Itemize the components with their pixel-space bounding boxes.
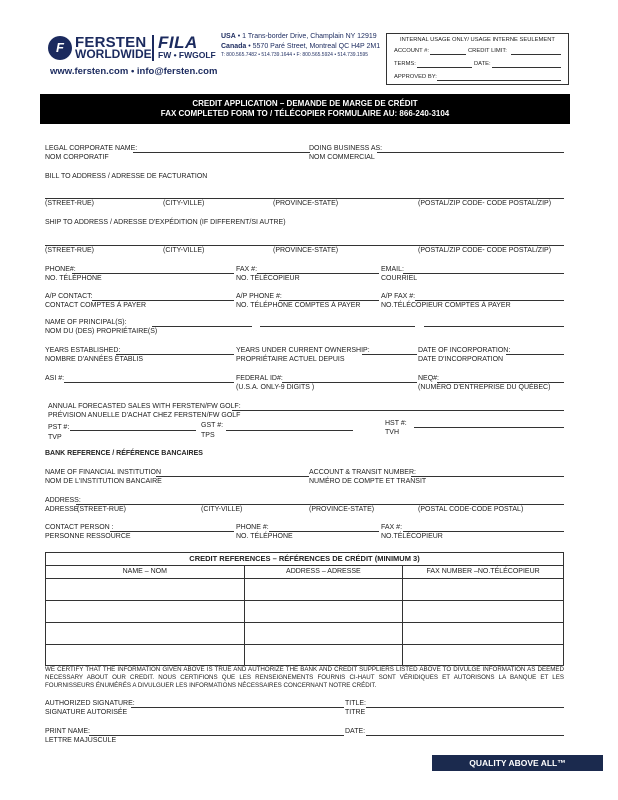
usa-address: • 1 Trans-border Drive, Champlain NY 12919 bbox=[237, 33, 377, 40]
signature-date-label: DATE: bbox=[345, 728, 366, 735]
ship-postal-label: (POSTAL/ZIP CODE- CODE POSTAL/ZIP) bbox=[418, 247, 552, 254]
gst-label: GST #: bbox=[201, 422, 224, 429]
title-label: TITLE: bbox=[345, 700, 367, 707]
signature-date-field[interactable] bbox=[366, 735, 564, 736]
col-fax-header: FAX NUMBER –NO.TÉLÉCOPIEUR bbox=[403, 566, 564, 579]
bank-fax-label: FAX #: bbox=[381, 524, 403, 531]
legal-name-field[interactable] bbox=[133, 152, 310, 153]
bank-contact-label-fr: PERSONNE RESSOURCE bbox=[45, 533, 131, 540]
ref-3-address-cell[interactable] bbox=[244, 623, 403, 645]
bank-institution-field[interactable] bbox=[156, 476, 309, 477]
ship-province-label: (PROVINCE-STATE) bbox=[273, 247, 339, 254]
ap-fax-label: A/P FAX #: bbox=[381, 293, 416, 300]
asi-label: ASI #: bbox=[45, 375, 65, 382]
ship-to-address-field[interactable] bbox=[45, 245, 564, 246]
bank-city-label: (CITY-VILLE) bbox=[201, 506, 243, 513]
years-established-label: YEARS ESTABLISHED: bbox=[45, 347, 121, 354]
email-label-fr: COURRIEL bbox=[381, 275, 418, 282]
years-established-field[interactable] bbox=[116, 354, 234, 355]
ref-4-name-cell[interactable] bbox=[46, 645, 245, 666]
phone-label: PHONE#: bbox=[45, 266, 76, 273]
ref-4-fax-cell[interactable] bbox=[403, 645, 564, 666]
bank-contact-field[interactable] bbox=[110, 531, 234, 532]
bill-province-label: (PROVINCE-STATE) bbox=[273, 200, 339, 207]
ap-phone-label: A/P PHONE #: bbox=[236, 293, 282, 300]
ship-street-label: (STREET-RUE) bbox=[45, 247, 94, 254]
brand-worldwide: WORLDWIDE bbox=[75, 47, 152, 61]
bank-fax-field[interactable] bbox=[403, 531, 564, 532]
ref-3-fax-cell[interactable] bbox=[403, 623, 564, 645]
ref-1-address-cell[interactable] bbox=[244, 579, 403, 601]
table-row bbox=[46, 579, 564, 601]
phone-field[interactable] bbox=[72, 273, 234, 274]
forecast-label-fr: PRÉVISION ANUELLE D'ACHAT CHEZ FERSTEN/FW GOLF bbox=[48, 412, 241, 419]
ref-2-fax-cell[interactable] bbox=[403, 601, 564, 623]
years-established-label-fr: NOMBRE D'ANNÉES ÉTABLIS bbox=[45, 356, 144, 363]
dba-label: DOING BUSINESS AS: bbox=[309, 145, 383, 152]
account-field[interactable] bbox=[430, 54, 466, 55]
tvp-label: TVP bbox=[48, 434, 62, 441]
bank-address-label: ADDRESS: bbox=[45, 497, 81, 504]
gst-field[interactable] bbox=[226, 430, 353, 431]
pst-field[interactable] bbox=[70, 430, 196, 431]
ap-contact-field[interactable] bbox=[92, 300, 234, 301]
principal-field-2[interactable] bbox=[260, 326, 415, 327]
canada-label: Canada bbox=[221, 43, 247, 51]
brand-fw: FW • FWGOLF bbox=[158, 50, 216, 60]
bill-city-label: (CITY-VILLE) bbox=[163, 200, 205, 207]
ap-fax-field[interactable] bbox=[415, 300, 564, 301]
signature-field[interactable] bbox=[131, 707, 344, 708]
print-name-label: PRINT NAME: bbox=[45, 728, 90, 735]
ap-fax-label-fr: NO.TÉLÉCOPIEUR COMPTES À PAYER bbox=[381, 302, 511, 309]
phone-label-fr: NO. TÉLÉPHONE bbox=[45, 275, 102, 282]
neq-label: NEQ#: bbox=[418, 375, 440, 382]
principals-label-fr: NOM DU (DES) PROPRIÉTAIRE(S) bbox=[45, 328, 158, 335]
email-field[interactable] bbox=[403, 273, 564, 274]
dba-label-fr: NOM COMMERCIAL bbox=[309, 154, 375, 161]
title-label-fr: TITRE bbox=[345, 709, 366, 716]
federal-id-note: (U.S.A. ONLY-9 DIGITS ) bbox=[236, 384, 315, 391]
title-bar bbox=[40, 94, 570, 124]
years-ownership-label: YEARS UNDER CURRENT OWNERSHIP: bbox=[236, 347, 370, 354]
bank-address-field[interactable] bbox=[76, 504, 564, 505]
internal-usage-box bbox=[386, 33, 569, 85]
fax-label: FAX #: bbox=[236, 266, 258, 273]
title-line-1: CREDIT APPLICATION – DEMANDE DE MARGE DE CRÉDIT bbox=[192, 99, 418, 108]
address-block bbox=[221, 33, 381, 59]
ref-1-name-cell[interactable] bbox=[46, 579, 245, 601]
fersten-emblem-icon: F bbox=[48, 36, 72, 60]
ship-city-label: (CITY-VILLE) bbox=[163, 247, 205, 254]
ref-2-name-cell[interactable] bbox=[46, 601, 245, 623]
ship-to-heading: SHIP TO ADDRESS / ADRESSE D'EXPÉDITION (IF DIFFERENT/SI AUTRE) bbox=[45, 219, 286, 226]
bank-institution-label: NAME OF FINANCIAL INSTITUTION bbox=[45, 469, 162, 476]
incorporation-date-field[interactable] bbox=[506, 354, 564, 355]
tvh-label: TVH bbox=[385, 429, 399, 436]
terms-field[interactable] bbox=[417, 67, 472, 68]
brand-fersten: FERSTEN bbox=[75, 34, 147, 51]
bill-to-heading: BILL TO ADDRESS / ADRESSE DE FACTURATION bbox=[45, 173, 208, 180]
footer-tagline-text: QUALITY ABOVE ALL™ bbox=[469, 758, 566, 768]
credit-limit-field[interactable] bbox=[511, 54, 561, 55]
web-contact[interactable]: www.fersten.com • info@fersten.com bbox=[50, 66, 218, 77]
bank-phone-field[interactable] bbox=[269, 531, 379, 532]
neq-field[interactable] bbox=[437, 382, 564, 383]
bank-contact-label: CONTACT PERSON : bbox=[45, 524, 114, 531]
incorporation-date-label-fr: DATE D'INCORPORATION bbox=[418, 356, 504, 363]
brand-fila: FILA bbox=[158, 33, 198, 52]
title-field[interactable] bbox=[366, 707, 564, 708]
bill-to-address-field[interactable] bbox=[45, 198, 564, 199]
fax-field[interactable] bbox=[257, 273, 379, 274]
credit-references-title: CREDIT REFERENCES – RÉFÉRENCES DE CRÉDIT (MINIMUM 3) bbox=[46, 553, 564, 566]
canada-address: • 5570 Paré Street, Montreal QC H4P 2M1 bbox=[248, 43, 381, 51]
approved-by-field[interactable] bbox=[437, 80, 561, 81]
title-line-2: FAX COMPLETED FORM TO / TÉLÉCOPIER FORMULAIRE AU: 866-240-3104 bbox=[160, 109, 450, 119]
phone-numbers: T: 800.565.7482 • 514.739.1644 • F: 800.565.5924 • 514.739.1595 bbox=[221, 52, 369, 59]
account-label: ACCOUNT #: bbox=[394, 48, 430, 54]
bank-institution-label-fr: NOM DE L'INSTITUTION BANCAIRE bbox=[45, 478, 162, 485]
federal-id-label: FEDERAL ID#: bbox=[236, 375, 283, 382]
bank-province-label: (PROVINCE-STATE) bbox=[309, 506, 375, 513]
bank-street-label: (STREET-RUE) bbox=[77, 506, 126, 513]
terms-label: TERMS: bbox=[394, 61, 416, 67]
bank-adresse-label: ADRESSE bbox=[45, 506, 79, 513]
ap-phone-field[interactable] bbox=[279, 300, 379, 301]
ref-3-name-cell[interactable] bbox=[46, 623, 245, 645]
print-name-label-fr: LETTRE MAJUSCULE bbox=[45, 737, 117, 744]
bank-postal-label: (POSTAL CODE-CODE POSTAL) bbox=[418, 506, 524, 513]
bank-phone-label: PHONE #: bbox=[236, 524, 269, 531]
asi-field[interactable] bbox=[64, 382, 234, 383]
usa-label: USA bbox=[221, 33, 236, 40]
ref-2-address-cell[interactable] bbox=[244, 601, 403, 623]
table-row bbox=[46, 601, 564, 623]
bill-postal-label: (POSTAL/ZIP CODE- CODE POSTAL/ZIP) bbox=[418, 200, 552, 207]
signature-label-fr: SIGNATURE AUTORISÉE bbox=[45, 709, 128, 716]
legal-name-label: LEGAL CORPORATE NAME: bbox=[45, 145, 138, 152]
col-name-header: NAME – NOM bbox=[46, 566, 245, 579]
legal-name-label-fr: NOM CORPORATIF bbox=[45, 154, 109, 161]
bank-account-field[interactable] bbox=[411, 476, 564, 477]
tps-label: TPS bbox=[201, 432, 215, 439]
signature-label: AUTHORIZED SIGNATURE: bbox=[45, 700, 135, 707]
hst-label: HST #: bbox=[385, 420, 407, 427]
approved-by-label: APPROVED BY: bbox=[394, 74, 437, 80]
col-address-header: ADDRESS – ADRESSE bbox=[244, 566, 403, 579]
bank-fax-label-fr: NO.TÉLÉCOPIEUR bbox=[381, 533, 443, 540]
credit-references-table bbox=[45, 552, 564, 666]
principal-field-3[interactable] bbox=[424, 326, 564, 327]
credit-limit-label: CREDIT LIMIT: bbox=[468, 48, 507, 54]
print-name-field[interactable] bbox=[89, 735, 344, 736]
date-field[interactable] bbox=[492, 67, 561, 68]
neq-label-fr: (NUMÉRO D'ENTREPRISE DU QUÉBEC) bbox=[418, 384, 551, 391]
ap-contact-label-fr: CONTACT COMPTES À PAYER bbox=[45, 302, 146, 309]
ref-4-address-cell[interactable] bbox=[244, 645, 403, 666]
bank-account-label: ACCOUNT & TRANSIT NUMBER: bbox=[309, 469, 416, 476]
ap-phone-label-fr: NO. TÉLÉPHONE COMPTES À PAYER bbox=[236, 302, 361, 309]
federal-id-field[interactable] bbox=[282, 382, 417, 383]
fax-label-fr: NO. TÉLÉCOPIEUR bbox=[236, 275, 300, 282]
certification-text: WE CERTIFY THAT THE INFORMATION GIVEN ABOVE IS TRUE AND AUTHORIZE THE BANK AND CREDIT SUPPLIERS LISTED ABOVE TO DIVULGE INFORMATION AS DEEMED NECESSARY ABOUT OUR CREDIT. NOUS CERTIFIONS QUE LES RENSEIGNEMENTS FOURNIS CI-HAUT SONT VÉRIDIQUES ET AUTORISONS LA BANQUE ET LES FOURNISSEURS ÉNUMÉRÉS A DIVULGUER LES INFORMATIONS NÉCESSAIRES CONCERNANT NOTRE CRÉDIT. bbox=[45, 666, 564, 690]
table-row bbox=[46, 623, 564, 645]
bill-street-label: (STREET-RUE) bbox=[45, 200, 94, 207]
email-label: EMAIL: bbox=[381, 266, 404, 273]
forecast-field[interactable] bbox=[232, 410, 564, 411]
incorporation-date-label: DATE OF INCORPORATION: bbox=[418, 347, 511, 354]
bank-heading: BANK REFERENCE / RÉFÉRENCE BANCAIRES bbox=[45, 450, 203, 457]
years-ownership-field[interactable] bbox=[362, 354, 417, 355]
dba-field[interactable] bbox=[377, 152, 564, 153]
table-row bbox=[46, 645, 564, 666]
bank-phone-label-fr: NO. TÉLÉPHONE bbox=[236, 533, 293, 540]
brand-divider bbox=[152, 35, 154, 61]
bank-account-label-fr: NUMÉRO DE COMPTE ET TRANSIT bbox=[309, 478, 427, 485]
ap-contact-label: A/P CONTACT: bbox=[45, 293, 93, 300]
forecast-label: ANNUAL FORECASTED SALES WITH FERSTEN/FW GOLF: bbox=[48, 403, 241, 410]
principal-field-1[interactable] bbox=[152, 326, 252, 327]
footer-tagline bbox=[432, 755, 603, 771]
ref-1-fax-cell[interactable] bbox=[403, 579, 564, 601]
hst-field[interactable] bbox=[414, 427, 564, 428]
principals-label: NAME OF PRINCIPAL(S): bbox=[45, 319, 127, 326]
date-label: DATE: bbox=[474, 61, 491, 67]
years-ownership-label-fr: PROPRIÉTAIRE ACTUEL DEPUIS bbox=[236, 356, 345, 363]
internal-box-title: INTERNAL USAGE ONLY/ USAGE INTERNE SEULEMENT bbox=[400, 37, 555, 43]
pst-label: PST #: bbox=[48, 424, 70, 431]
